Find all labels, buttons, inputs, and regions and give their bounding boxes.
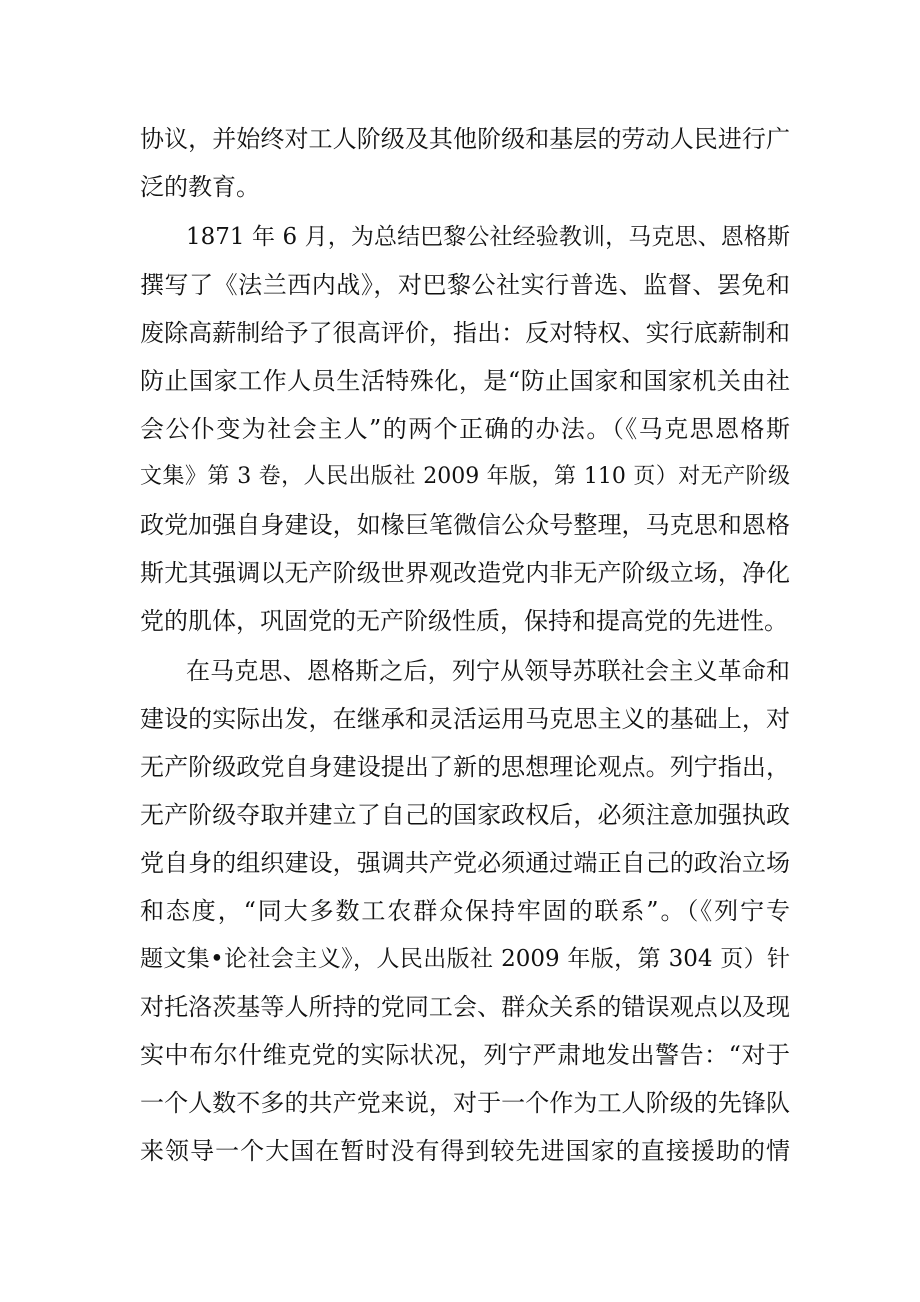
text-line: 党自身的组织建设，强调共产党必须通过端正自己的政治立场 xyxy=(140,849,790,877)
text-line: 一个人数不多的共产党来说，对于一个作为工人阶级的先锋队 xyxy=(140,1089,790,1117)
text-line: 政党加强自身建设，如椽巨笔微信公众号整理，马克思和恩格 xyxy=(140,511,790,539)
text-line: 题文集•论社会主义》，人民出版社 2009 年版，第 304 页）针 xyxy=(140,946,790,972)
text-line: 斯尤其强调以无产阶级世界观改造党内非无产阶级立场，净化 xyxy=(140,559,790,587)
text-line: 文集》第 3 卷，人民出版社 2009 年版，第 110 页）对无产阶级 xyxy=(140,464,790,489)
text-line: 建设的实际出发，在继承和灵活运用马克思主义的基础上，对 xyxy=(140,705,790,733)
text-line: 实中布尔什维克党的实际状况，列宁严肃地发出警告：“对于 xyxy=(140,1041,790,1069)
text-line: 无产阶级政党自身建设提出了新的思想理论观点。列宁指出， xyxy=(140,753,790,781)
text-line: 党的肌体，巩固党的无产阶级性质，保持和提高党的先进性。 xyxy=(140,607,788,635)
text-line: 对托洛茨基等人所持的党同工会、群众关系的错误观点以及现 xyxy=(140,993,790,1021)
text-line: 和态度，“同大多数工农群众保持牢固的联系”。（《列宁专 xyxy=(140,897,790,925)
text-line: 会公仆变为社会主人”的两个正确的办法。（《马克思恩格斯 xyxy=(140,415,790,443)
text-line: 1871 年 6 月，为总结巴黎公社经验教训，马克思、恩格斯 xyxy=(186,224,790,250)
text-line: 废除高薪制给予了很高评价，指出：反对特权、实行底薪制和 xyxy=(140,319,790,347)
text-line: 撰写了《法兰西内战》，对巴黎公社实行普选、监督、罢免和 xyxy=(140,271,790,299)
text-line: 协议，并始终对工人阶级及其他阶级和基层的劳动人民进行广 xyxy=(140,125,790,153)
text-line: 防止国家工作人员生活特殊化，是“防止国家和国家机关由社 xyxy=(140,367,790,395)
text-line: 来领导一个大国在暂时没有得到较先进国家的直接援助的情 xyxy=(140,1137,790,1165)
text-line: 在马克思、恩格斯之后，列宁从领导苏联社会主义革命和 xyxy=(186,657,790,685)
text-line: 无产阶级夺取并建立了自己的国家政权后，必须注意加强执政 xyxy=(140,801,790,829)
text-line: 泛的教育。 xyxy=(140,173,260,201)
